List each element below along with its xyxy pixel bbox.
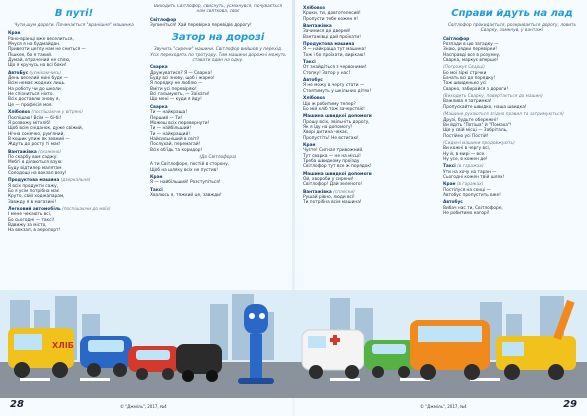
verse-line: Як я їду на допомогу! (303, 124, 353, 130)
verse-line: Вибач нас ти, Світлофоре, (443, 205, 503, 211)
verse-line: Пропусти тебе кожен я! (303, 16, 358, 22)
column-1 (8, 4, 140, 234)
dialogue-block (303, 143, 433, 170)
verse-line: Треба швидкому проїзду (303, 158, 360, 164)
speaker-label: АвтоБус (8, 70, 29, 76)
verse-line: Я порядку не люблю — (150, 81, 203, 87)
speaker-label: Сварка (150, 65, 168, 71)
speaker-label: Вантажівка (303, 189, 332, 195)
speaker-label: Хлібовоз (303, 96, 326, 102)
verse-line: По скарбу вам саджу: (8, 154, 58, 160)
dialogue-block (303, 60, 433, 76)
section-title: В путі! (54, 8, 94, 19)
verse-line: Прошу всіх, звільніть дорогу, (303, 119, 370, 125)
dialogue-list (303, 6, 433, 206)
verse-line: Ти потрібна всім машина! (303, 200, 362, 206)
verse-line: Пішкее, бо я такий. (8, 52, 53, 58)
copyright-right: © "Джміль", 2017, №4 (420, 404, 467, 409)
column-4 (443, 4, 581, 216)
speaker-label: Хлібовоз (303, 6, 326, 11)
verse-line: Нічна сонечко, рум'яний, (8, 131, 65, 137)
verse-line: День веселий нині буде — (8, 76, 69, 82)
verse-line: Всіх об'їдь та коридор! (150, 147, 203, 153)
verse-line: Що мені — куди я йду! (150, 97, 202, 103)
dialogue-block (150, 188, 286, 199)
verse-line: Всі гальмують, — Заїхати! (150, 92, 210, 98)
bread-truck-label: ХЛІБ (52, 341, 74, 350)
dialogue-block (443, 112, 581, 139)
verse-line: Бо сьогодні — таксі! (8, 217, 55, 223)
verse-line: Не спізниться ніхто. (8, 92, 54, 98)
verse-line: Ви йдіть "Потіша" й "Помаха"! (443, 122, 512, 128)
verse-line: Бо мої зіркі стрічки (443, 70, 487, 76)
dialogue-block (303, 172, 433, 188)
column-3 (303, 4, 433, 206)
verse-line: Я розвожу мітхліб! (8, 120, 51, 126)
dialogue-block (303, 96, 433, 112)
dialogue-block (8, 207, 140, 234)
dialogue-list (150, 18, 286, 29)
verse-line: Бо мій хліб тож зачерствіє! (303, 106, 365, 112)
verse-line: На вокзал, в аеропорт! (8, 228, 61, 234)
dialogue-block (8, 178, 140, 205)
verse-line: Що я кручусь на всі боки! (8, 63, 67, 69)
speaker-label: Легковий автомобіль (8, 207, 61, 212)
verse-line: Думай, втрачений не сплю, (8, 58, 71, 64)
verse-line: Бо я усім потрібна має (8, 188, 60, 194)
verse-line: Хворі дитина чекає, (303, 130, 349, 136)
verse-line: Тож швиденько усі (443, 81, 487, 87)
verse-line: Знаю, рядки перевірки! (443, 47, 497, 53)
dialogue-block (443, 141, 581, 162)
verse-line: Не робитимо нагорі! (443, 211, 490, 216)
speaker-label: Таксі (443, 164, 456, 170)
dialogue-block (303, 114, 433, 141)
verse-line: Світлофор тут все ж порядок! (303, 164, 372, 170)
verse-line: Ну й, в мирі — все. (443, 151, 486, 157)
dialogue-block (8, 150, 140, 177)
dialogue-block (443, 200, 581, 216)
section-title: Справи йдуть на лад (451, 8, 573, 19)
verse-line: Вдвижу за місто, (8, 223, 47, 229)
speaker-label: Кран (443, 182, 456, 188)
copyright-left: © "Джміль", 2017, №4 (120, 404, 167, 409)
verse-line: Хвалюсь я, тяжкий це, завжди! (150, 192, 222, 198)
speaker-direction: (усміхаючись) (28, 70, 62, 76)
verse-line: Ути на хочу на таран — (443, 169, 497, 175)
verse-line: Світлофор! Дай зеленого! (303, 182, 363, 188)
section-title: Затор на дорозі (171, 32, 265, 44)
speaker-direction: (Сидючі машини продовжують) (443, 140, 515, 146)
dialogue-block (8, 110, 140, 147)
dialogue-block (8, 31, 140, 68)
speaker-label: Таксі (150, 187, 163, 193)
speaker-label: Кран (150, 174, 163, 180)
speaker-label: Автобус (443, 200, 463, 206)
verse-line: Насправді все в розумну, (443, 52, 501, 58)
dialogue-block (303, 190, 433, 206)
verse-line: Розпади в цю загадку — (443, 42, 499, 48)
verse-line: Це — професія моя. (8, 102, 53, 108)
speaker-direction: (Виходить Сварку, повертається до машин) (443, 94, 543, 100)
verse-line: В кошик упиж як зевний — (8, 136, 70, 142)
speaker-label: Вантажівка (8, 149, 37, 155)
dialogue-block (150, 65, 286, 102)
speaker-label: Машина швидкої допомоги (303, 114, 372, 120)
verse-line: Ой, хвороби у сирени! (303, 176, 354, 182)
verse-line: Привезти цеглу нам не сниться — (8, 47, 86, 53)
verse-line: Ти — найбільший! (150, 126, 192, 132)
verse-line: От знайдіться з червоними! (303, 65, 367, 71)
speaker-direction: (в гаражах) (455, 182, 484, 188)
verse-line: Буду відтилер малятам (8, 165, 62, 171)
verse-line: Перший — Ти! (150, 115, 183, 121)
verse-line: Зачинися до дверей! (303, 29, 351, 35)
dialogue-block (150, 18, 286, 29)
verse-line: Постілуся на сонці — (443, 187, 491, 193)
dialogue-block (150, 175, 286, 186)
speaker-direction: (поспішаючи у вітряні) (30, 110, 83, 116)
stage-direction: Звучить "сирени" машини. Світлофор вийшов у перехід. Усіх переходять по тротуару. Тим машини дорожні можуть ставати один на одну. (150, 47, 286, 64)
stage-direction: Виходить Світлофор, свиснуть, усміхнувся, почувається нам святкова, своє (153, 4, 283, 15)
verse-line: Всіх доставлю знову я, (8, 97, 60, 103)
speaker-direction: (в гаражах) (455, 164, 484, 170)
verse-line: Ти — найкращий! (150, 131, 190, 137)
speaker-label: Кран (303, 142, 316, 148)
verse-line: Ну усе, в кожен де! (443, 156, 488, 162)
speaker-label: Світлофор (443, 36, 470, 42)
verse-line: Дружуватися? Я — Сварка! (150, 70, 212, 76)
verse-line: Ждуть до росту ті має! (8, 142, 61, 148)
verse-line: Тут сварка — не на місці! (303, 153, 361, 159)
verse-line: Зупиніться! Хай перевірка перевідів дорогу! (150, 23, 252, 29)
dialogue-block (150, 162, 286, 173)
dialogue-block (443, 65, 581, 92)
verse-line: Ви кожні в чергу всі, (443, 146, 490, 152)
verse-line: Рано-вранці вже веселиться, (8, 36, 74, 42)
dialogue-block (303, 6, 433, 22)
speaker-direction: (скажено) (36, 149, 62, 155)
speaker-direction: (поспішаючи до моїх) (60, 207, 111, 212)
speaker-label: Продуктова машина (303, 42, 355, 48)
street-scene-illustration (0, 290, 587, 398)
verse-line: Солодощі на вокзал везу! (8, 170, 67, 176)
verse-line: Щоб всім сніданок, дуже свіжий, (8, 126, 84, 132)
speaker-label: Сварка (150, 104, 168, 110)
verse-line: На роботу чи до школи (8, 86, 61, 92)
verse-line: Я — найбільший! Розступіться! (150, 180, 221, 186)
speaker-label: Автобус (303, 78, 323, 84)
verse-line: Послухай, перемагай! (150, 142, 201, 148)
verse-line: Поспішаю! Всім — бі-бі! (8, 115, 62, 121)
speaker-label: Кран (8, 31, 21, 37)
verse-line: Мчуся я на будмайдан. (8, 42, 61, 48)
dialogue-block (150, 105, 286, 153)
dialogue-block (443, 164, 581, 180)
verse-line: Завжду я в магазині! (8, 199, 57, 205)
verse-line: Можеш всіх перевернути! (150, 120, 210, 126)
verse-line: Важлива я затримка! (443, 99, 492, 105)
speaker-label: Машина швидкої допомоги (303, 171, 372, 177)
verse-line: Тож і бо проїхати, вирікаю! (303, 52, 366, 58)
speaker-direction: (Погрожує Сварці) (443, 65, 485, 71)
verse-line: Автобус пропустить вже! (443, 192, 501, 198)
dialogue-block (443, 182, 581, 198)
verse-line: Що ж робитиму тепер? (303, 101, 356, 107)
speaker-label: Таксі (303, 60, 316, 66)
verse-line: Я — найкраща тут машина! (303, 47, 366, 53)
page-number-right: 29 (563, 399, 577, 410)
dialogue-block (303, 24, 433, 40)
verse-line: І мене чекають всі, (8, 212, 52, 218)
verse-line: Круто, свій ходжапарам, (8, 194, 65, 200)
verse-line: А ти Світлофоре, постій в сторону, (150, 162, 230, 168)
verse-line: Друзі, будьте обережні! (443, 117, 498, 123)
verse-line: Ти — найкраща! (150, 110, 188, 116)
dialogue-block (8, 71, 140, 108)
verse-line: Пропускайте швидко, наша швидка! (443, 104, 527, 110)
verse-line: Буду всі знову, щоб і жарко! (150, 76, 215, 82)
verse-line: Постійно усі Постій! (443, 133, 489, 139)
verse-line: Сварка, маркує вперше! (443, 58, 499, 64)
verse-line: Кроки, ти, довготелесий! (303, 11, 361, 17)
dialogue-list (8, 31, 140, 233)
verse-line: Вантажівці дай проїхати! (303, 34, 361, 40)
verse-line: Стопку! Затор у нас! (303, 70, 351, 76)
dialogue-block (443, 94, 581, 110)
verse-line: Я всіх продукти сажу, (8, 183, 59, 189)
dialogue-block (303, 42, 433, 58)
verse-line: Чуєте! Сигнал тривожний. (303, 148, 364, 154)
verse-line: Мебгі в ділаються взую: (8, 160, 63, 166)
verse-line: Сварко, забирайся з дороги! (443, 86, 509, 92)
verse-line: Я не можу в чергу стати — (303, 83, 365, 89)
stage-direction: Світлофор прокидається, розкривається дорогу, ловить Сварку, замкнув, у вантажі (447, 23, 577, 34)
speaker-label: Продуктова машина (8, 178, 60, 184)
stage-direction: (До Світлофора) (199, 154, 237, 160)
verse-line: Щоб на шляху всіх не пустив! (150, 167, 218, 173)
verse-line: Сьогодні кожен твій шлях! (443, 174, 505, 180)
stage-direction: Чути шум дороги. Починається "вранішня" машинка (14, 23, 134, 28)
speaker-direction: (сплески) (331, 189, 355, 195)
verse-line: Найсильніший в світі! (150, 136, 200, 142)
dialogue-list (150, 162, 286, 198)
verse-line: Всім немає жодних лиць. (8, 81, 66, 87)
speaker-name (443, 112, 581, 117)
speaker-direction: (дзеркальне) (59, 178, 91, 184)
speaker-label: Вантажівка (303, 24, 332, 30)
dialogue-block (443, 37, 581, 64)
verse-line: Ще у свій місці — Забріталь, (443, 128, 508, 134)
dialogue-block (303, 78, 433, 94)
verse-line: Рушай рівно, люди всі! (303, 195, 355, 200)
dialogue-list (443, 37, 581, 217)
verse-line: Вміти усі перевіряю! (150, 86, 197, 92)
dialogue-list (150, 65, 286, 153)
speaker-label: Хлібовоз (8, 110, 31, 116)
column-2 (150, 4, 286, 198)
speaker-label: Світлофор (150, 17, 177, 23)
verse-line: Пропустіть! Не встигаю! (303, 135, 359, 141)
verse-line: Стоятимуть у шкільних дітях! (303, 88, 372, 94)
speaker-direction: (Машини рухаються згідно правил та затримуються) (443, 112, 564, 118)
verse-line: Бачать всі до порядку! (443, 76, 496, 82)
page-number-left: 28 (10, 399, 24, 410)
